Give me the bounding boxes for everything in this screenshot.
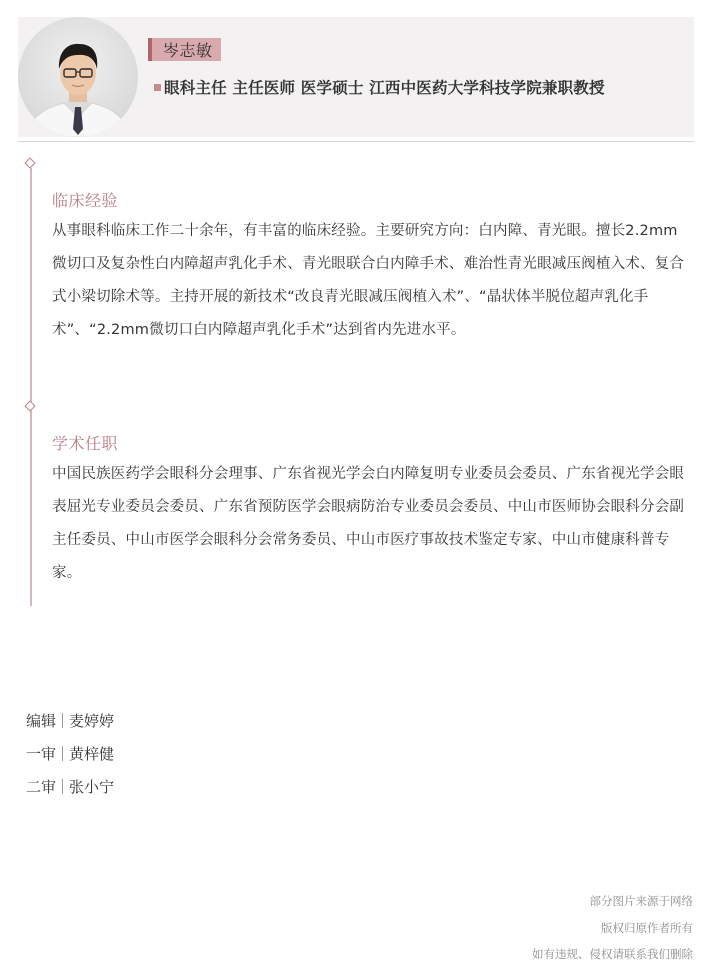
doctor-title: 眼科主任 主任医师 医学硕士 江西中医药大学科技学院兼职教授: [164, 79, 605, 97]
credit-role: 一审: [26, 745, 57, 763]
credit-second-review: [26, 776, 114, 797]
credit-name: 麦婷婷: [69, 712, 115, 730]
doctor-avatar: [18, 17, 138, 137]
credit-name: 张小宁: [69, 778, 115, 796]
footnote-contact: 如有违规、侵权请联系我们删除: [532, 947, 693, 961]
credit-separator: [62, 746, 63, 761]
section-title-academic: 学术任职: [52, 434, 119, 453]
section-title-clinical: 临床经验: [52, 191, 119, 210]
diamond-marker-icon: [24, 400, 35, 411]
credit-role: 编辑: [26, 712, 57, 730]
header-divider: [18, 141, 694, 142]
credit-name: 黄梓健: [69, 745, 115, 763]
credit-separator: [62, 713, 63, 728]
footnote-source: 部分图片来源于网络: [589, 894, 693, 908]
diamond-marker-icon: [24, 157, 35, 168]
square-bullet-icon: [154, 84, 161, 91]
section-body-clinical: 从事眼科临床工作二十余年，有丰富的临床经验。主要研究方向：白内障、青光眼。擅长2.2mm微切口及复杂性白内障超声乳化手术、青光眼联合白内障手术、难治性青光眼减压阀植入术、复合式小梁切除术等。主持开展的新技术“改良青光眼减压阀植入术”、“晶状体半脱位超声乳化手术”、“2.2mm微切口白内障超声乳化手术”达到省内先进水平。: [52, 223, 685, 338]
doctor-name-tag: [148, 38, 221, 61]
timeline-line: [30, 168, 32, 606]
doctor-title-line: [154, 76, 605, 98]
doctor-portrait-image: [18, 17, 138, 137]
credit-role: 二审: [26, 778, 57, 796]
doctor-name: 岑志敏: [163, 41, 213, 60]
credit-editor: [26, 710, 114, 731]
section-body-academic: 中国民族医药学会眼科分会理事、广东省视光学会白内障复明专业委员会委员、广东省视光学会眼表屈光专业委员会委员、广东省预防医学会眼病防治专业委员会委员、中山市医师协会眼科分会副主任委员、中山市医学会眼科分会常务委员、中山市医疗事故技术鉴定专家、中山市健康科普专家。: [52, 466, 685, 581]
credit-separator: [62, 779, 63, 794]
footnote-copyright: 版权归原作者所有: [601, 921, 693, 935]
credit-first-review: [26, 743, 114, 764]
